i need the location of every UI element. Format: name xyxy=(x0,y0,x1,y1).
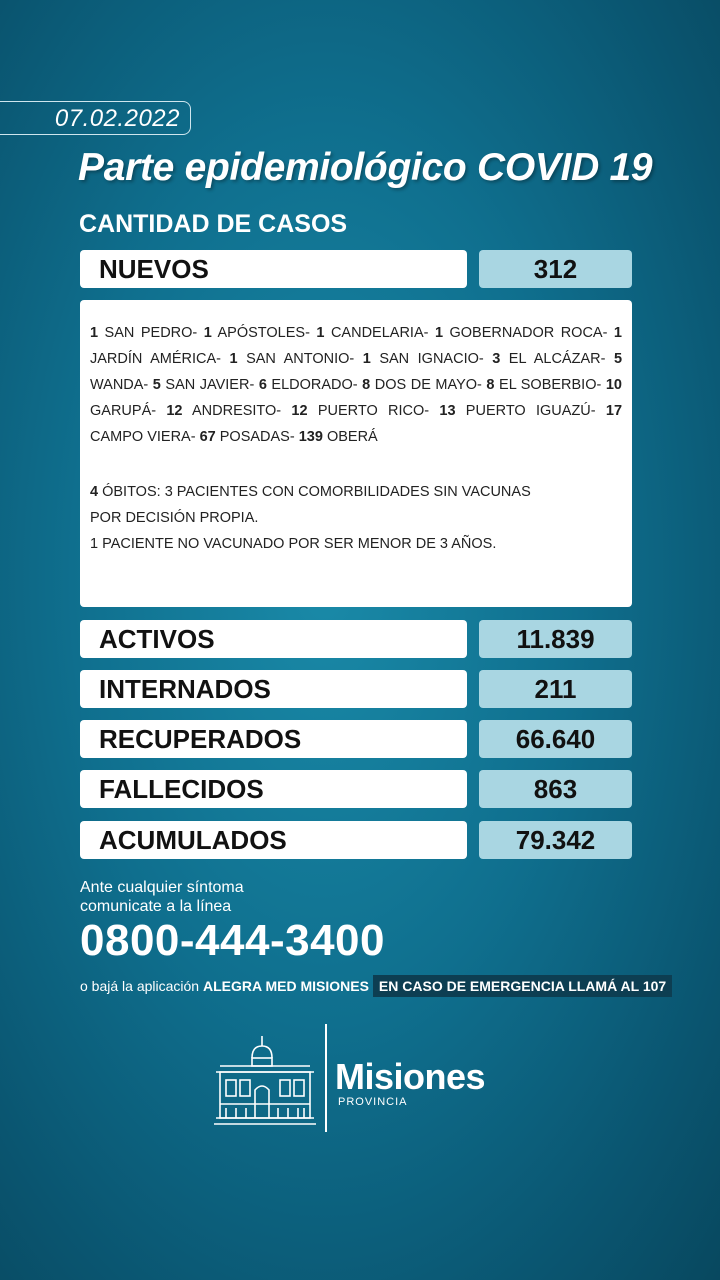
logo-name: Misiones xyxy=(335,1056,486,1097)
location-item xyxy=(153,377,259,393)
location-count: 5 xyxy=(152,377,161,393)
stat-label: ACTIVOS xyxy=(80,620,467,658)
location-name: EL SOBERBIO- xyxy=(494,377,606,393)
date-badge xyxy=(0,101,191,135)
location-count: 139 xyxy=(298,429,323,445)
phone-number[interactable]: 0800-444-3400 xyxy=(80,916,385,965)
location-name: JARDÍN AMÉRICA- xyxy=(90,351,230,367)
locations-list xyxy=(90,320,622,450)
location-item xyxy=(362,377,486,393)
logo-divider xyxy=(325,1024,327,1132)
location-count: 1 xyxy=(203,325,212,341)
emergency-badge: EN CASO DE EMERGENCIA LLAMÁ AL 107 xyxy=(373,975,672,997)
location-count: 8 xyxy=(362,377,371,393)
location-count: 17 xyxy=(605,403,623,419)
location-item xyxy=(439,403,606,419)
location-count: 8 xyxy=(486,377,495,393)
stat-value: 312 xyxy=(479,250,632,288)
symptom-line-1: Ante cualquier síntoma xyxy=(80,879,244,896)
deaths-text: ÓBITOS: 3 PACIENTES CON COMORBILIDADES SIN VACUNAS xyxy=(98,484,531,500)
location-count: 1 xyxy=(613,325,622,341)
location-name: POSADAS- xyxy=(215,429,299,445)
symptom-line-2: comunicate a la línea xyxy=(80,898,232,915)
app-notice xyxy=(80,975,672,997)
location-count: 10 xyxy=(605,377,622,393)
deaths-count: 4 xyxy=(90,484,99,500)
location-count: 3 xyxy=(492,351,501,367)
location-count: 1 xyxy=(229,351,238,367)
stat-value: 11.839 xyxy=(479,620,632,658)
location-count: 12 xyxy=(291,403,308,419)
location-name: APÓSTOLES- xyxy=(211,325,317,341)
location-item xyxy=(90,325,204,341)
stat-label: RECUPERADOS xyxy=(80,720,467,758)
stat-label: NUEVOS xyxy=(80,250,467,288)
location-count: 13 xyxy=(439,403,456,419)
location-count: 67 xyxy=(199,429,216,445)
deaths-line-2: POR DECISIÓN PROPIA. xyxy=(90,510,259,526)
misiones-logo xyxy=(212,1024,512,1134)
location-name: DOS DE MAYO- xyxy=(370,377,487,393)
deaths-line-1 xyxy=(90,479,622,505)
location-count: 1 xyxy=(362,351,371,367)
section-label: CANTIDAD DE CASOS xyxy=(79,210,348,238)
stat-value: 863 xyxy=(479,770,632,808)
location-name: CAMPO VIERA- xyxy=(90,429,200,445)
location-count: 12 xyxy=(166,403,183,419)
location-name: EL ALCÁZAR- xyxy=(500,351,614,367)
location-name: GOBERNADOR ROCA- xyxy=(443,325,614,341)
location-item xyxy=(435,325,614,341)
date-text: 07.02.2022 xyxy=(54,105,180,132)
location-name: PUERTO IGUAZÚ- xyxy=(455,403,606,419)
location-item xyxy=(200,429,299,445)
stat-label: FALLECIDOS xyxy=(80,770,467,808)
location-name: ANDRESITO- xyxy=(182,403,292,419)
location-item xyxy=(363,351,492,367)
location-item xyxy=(486,377,605,393)
location-item xyxy=(204,325,317,341)
government-building-icon xyxy=(212,1034,318,1129)
symptom-notice xyxy=(80,878,244,916)
location-item xyxy=(492,351,614,367)
location-name: SAN ANTONIO- xyxy=(237,351,363,367)
stat-value: 211 xyxy=(479,670,632,708)
location-item xyxy=(166,403,291,419)
location-name: GARUPÁ- xyxy=(90,403,167,419)
location-count: 1 xyxy=(90,325,99,341)
app-prefix: o bajá la aplicación xyxy=(80,978,203,994)
logo-subtitle: PROVINCIA xyxy=(338,1096,408,1108)
location-name: SAN IGNACIO- xyxy=(370,351,493,367)
stat-value: 66.640 xyxy=(479,720,632,758)
location-name: PUERTO RICO- xyxy=(307,403,440,419)
location-count: 1 xyxy=(434,325,444,341)
app-name[interactable]: ALEGRA MED MISIONES xyxy=(202,978,369,994)
location-item xyxy=(291,403,439,419)
location-item xyxy=(259,377,362,393)
location-name: SAN PEDRO- xyxy=(98,325,204,341)
location-name: OBERÁ xyxy=(322,429,378,445)
stat-label: INTERNADOS xyxy=(80,670,467,708)
location-item xyxy=(229,351,362,367)
case-detail-box xyxy=(80,300,632,607)
location-item xyxy=(299,429,378,445)
page-title: Parte epidemiológico COVID 19 xyxy=(78,146,653,189)
stat-value: 79.342 xyxy=(479,821,632,859)
location-item xyxy=(316,325,435,341)
location-count: 1 xyxy=(316,325,325,341)
location-name: ELDORADO- xyxy=(266,377,363,393)
location-name: CANDELARIA- xyxy=(324,325,435,341)
location-name: SAN JAVIER- xyxy=(160,377,259,393)
deaths-line-3: 1 PACIENTE NO VACUNADO POR SER MENOR DE 3 AÑOS. xyxy=(90,536,497,552)
location-count: 5 xyxy=(613,351,623,367)
stat-label: ACUMULADOS xyxy=(80,821,467,859)
location-name: WANDA- xyxy=(90,377,153,393)
location-count: 6 xyxy=(258,377,267,393)
